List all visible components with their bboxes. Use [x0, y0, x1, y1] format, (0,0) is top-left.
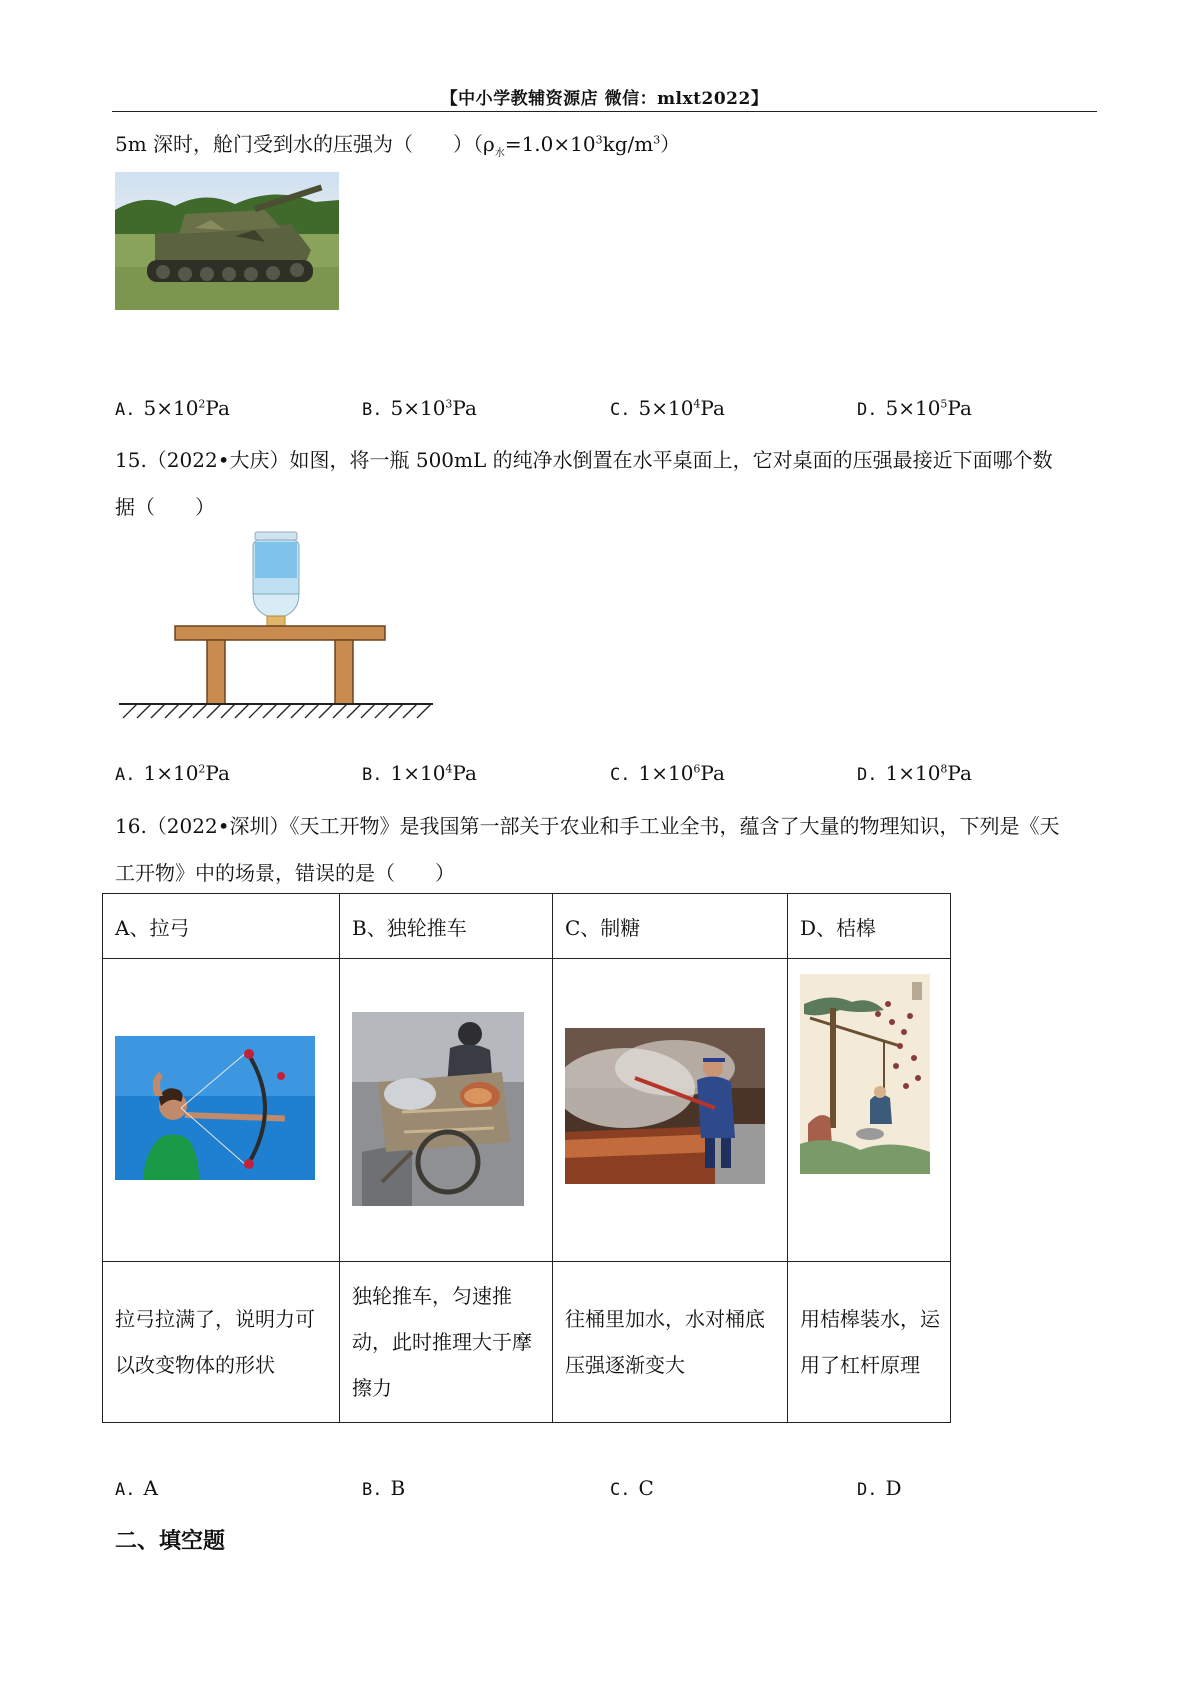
- option-letter: A.: [115, 400, 136, 420]
- option-unit: Pa: [205, 761, 230, 785]
- option-letter: C.: [610, 765, 631, 785]
- q14-stem-part: 5m 深时，舱门受到水的压强为（ ）（ρ: [115, 132, 495, 156]
- table-image-cell: [103, 959, 340, 1262]
- option-value: 5×10: [638, 396, 694, 420]
- option-value: 5×10: [390, 396, 446, 420]
- table-description-cell: [553, 1262, 788, 1423]
- option-letter: C.: [610, 400, 631, 420]
- option-exponent: 4: [445, 762, 453, 776]
- table-header-cell: B、独轮推车: [340, 894, 553, 959]
- option-unit: Pa: [452, 761, 477, 785]
- option-exponent: 6: [693, 762, 701, 776]
- table-header-cell: C、制糖: [553, 894, 788, 959]
- header-divider: [112, 111, 1097, 112]
- option-unit: Pa: [452, 396, 477, 420]
- q16-option-a[interactable]: [115, 1476, 158, 1500]
- option-value: 5×10: [143, 396, 199, 420]
- description-line: 用桔槔装水，运: [800, 1307, 940, 1331]
- tank-photo: [115, 172, 339, 310]
- option-unit: Pa: [947, 396, 972, 420]
- option-letter: D.: [857, 400, 878, 420]
- option-exponent: 8: [940, 762, 948, 776]
- description-line: 以改变物体的形状: [115, 1353, 275, 1377]
- table-image-cell: [340, 959, 553, 1262]
- q14-stem-part: ）: [660, 132, 681, 156]
- option-value: 1×10: [885, 761, 941, 785]
- q16-stem-line1: 16.（2022•深圳）《天工开物》是我国第一部关于农业和手工业全书，蕴含了大量的物理知识，下列是《天: [115, 814, 1060, 838]
- option-letter: B.: [362, 400, 383, 420]
- sugar-making-photo: [565, 1028, 765, 1184]
- option-unit: Pa: [700, 396, 725, 420]
- option-letter: D.: [857, 765, 878, 785]
- description-line: 往桶里加水，水对桶底: [565, 1307, 765, 1331]
- option-value: B: [390, 1476, 406, 1500]
- q14-stem-part: =1.0×10: [504, 132, 596, 156]
- section-title: 二、填空题: [115, 1528, 226, 1554]
- archery-photo: [115, 1036, 315, 1180]
- option-exponent: 5: [940, 397, 948, 411]
- page-header: 【中小学教辅资源店 微信：mlxt2022】: [440, 89, 769, 109]
- description-line: 用了杠杆原理: [800, 1353, 920, 1377]
- q15-option-c[interactable]: [610, 761, 725, 785]
- option-letter: B.: [362, 765, 383, 785]
- option-value: A: [143, 1476, 158, 1500]
- table-description-cell: [103, 1262, 340, 1423]
- q14-option-d[interactable]: [857, 396, 972, 420]
- option-letter: B.: [362, 1480, 383, 1500]
- option-value: C: [638, 1476, 654, 1500]
- tiangong-kaiwu-table: [102, 893, 951, 1423]
- option-value: 1×10: [143, 761, 199, 785]
- option-exponent: 4: [693, 397, 701, 411]
- q15-stem-line1: 15.（2022•大庆）如图，将一瓶 500mL 的纯净水倒置在水平桌面上，它对桌面的压强最接近下面哪个数: [115, 448, 1053, 472]
- q16-option-b[interactable]: [362, 1476, 405, 1500]
- q14-exponent: 3: [653, 133, 661, 147]
- wheelbarrow-photo: [352, 1012, 524, 1206]
- option-letter: C.: [610, 1480, 631, 1500]
- q14-stem: [115, 128, 680, 159]
- option-unit: Pa: [947, 761, 972, 785]
- option-value: D: [885, 1476, 902, 1500]
- description-line: 擦力: [352, 1376, 392, 1400]
- table-description-row: [103, 1262, 951, 1423]
- q15-option-b[interactable]: [362, 761, 477, 785]
- option-exponent: 3: [445, 397, 453, 411]
- table-description-cell: [788, 1262, 951, 1423]
- option-exponent: 2: [198, 397, 206, 411]
- description-line: 拉弓拉满了，说明力可: [115, 1307, 315, 1331]
- q14-rho-subscript: 水: [494, 148, 505, 159]
- q15-stem-line2: 据（ ）: [115, 495, 215, 519]
- option-letter: D.: [857, 1480, 878, 1500]
- table-image-cell: [788, 959, 951, 1262]
- bottle-on-table-figure: [115, 528, 437, 750]
- shadoof-painting: [800, 974, 930, 1174]
- q14-option-c[interactable]: [610, 396, 725, 420]
- option-unit: Pa: [700, 761, 725, 785]
- table-image-cell: [553, 959, 788, 1262]
- option-letter: A.: [115, 765, 136, 785]
- q16-option-c[interactable]: [610, 1476, 654, 1500]
- q16-stem-line2: 工开物》中的场景，错误的是（ ）: [115, 861, 455, 885]
- q14-exponent: 3: [595, 133, 603, 147]
- q14-option-a[interactable]: [115, 396, 230, 420]
- table-header-row: [103, 894, 951, 959]
- q14-option-b[interactable]: [362, 396, 477, 420]
- table-image-row: [103, 959, 951, 1262]
- table-description-cell: [340, 1262, 553, 1423]
- table-header-cell: A、拉弓: [103, 894, 340, 959]
- description-line: 独轮推车，匀速推: [352, 1284, 512, 1308]
- option-unit: Pa: [205, 396, 230, 420]
- option-letter: A.: [115, 1480, 136, 1500]
- q15-option-d[interactable]: [857, 761, 972, 785]
- q15-option-a[interactable]: [115, 761, 230, 785]
- option-value: 1×10: [638, 761, 694, 785]
- option-value: 5×10: [885, 396, 941, 420]
- table-header-cell: D、桔槔: [788, 894, 951, 959]
- option-exponent: 2: [198, 762, 206, 776]
- description-line: 动，此时推理大于摩: [352, 1330, 532, 1354]
- option-value: 1×10: [390, 761, 446, 785]
- q16-option-d[interactable]: [857, 1476, 902, 1500]
- description-line: 压强逐渐变大: [565, 1353, 685, 1377]
- q14-stem-part: kg/m: [602, 132, 654, 156]
